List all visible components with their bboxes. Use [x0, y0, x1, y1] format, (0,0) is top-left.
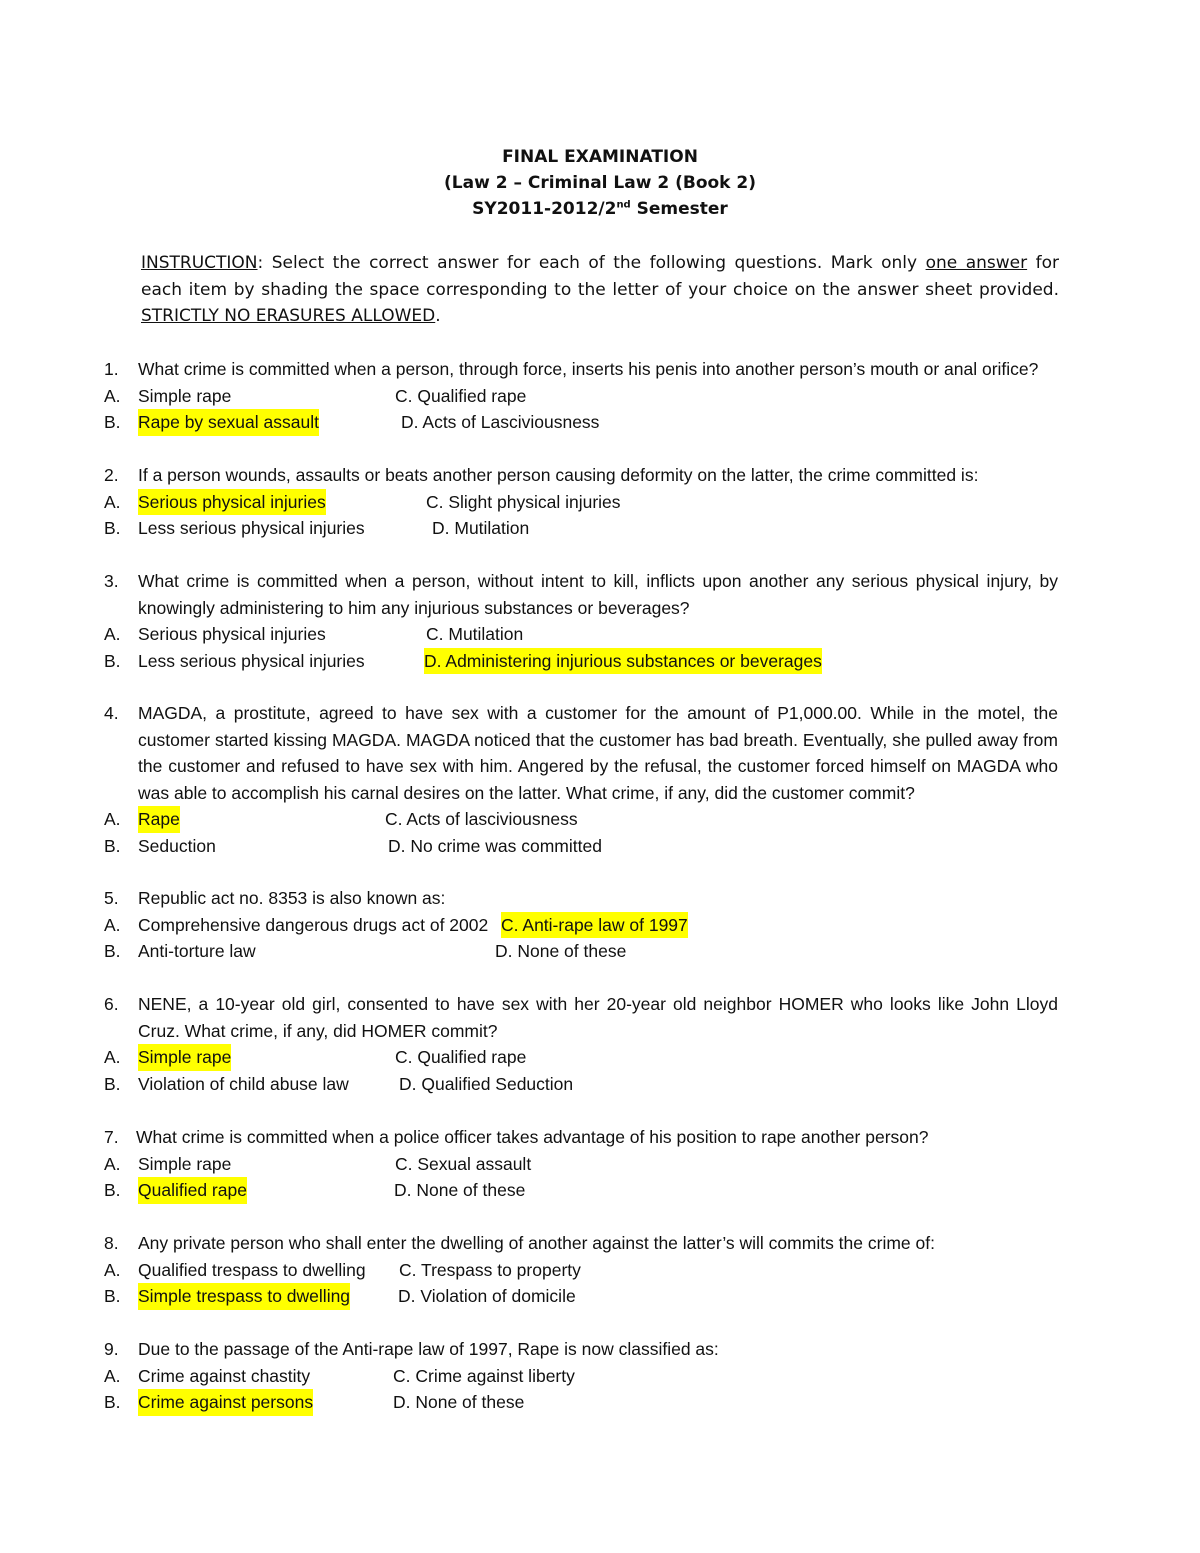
option-d: D. Qualified Seduction [399, 1073, 574, 1094]
semester-suffix: Semester [630, 199, 728, 219]
option-row-b [0, 1283, 1200, 1310]
option-c: C. Trespass to property [399, 1259, 581, 1280]
option-letter-a: A. [104, 914, 121, 935]
option-b: Less serious physical injuries [138, 518, 365, 539]
option-row-b [0, 1389, 1200, 1416]
exam-header [0, 144, 1200, 222]
semester-prefix: SY2011-2012/2 [472, 199, 617, 219]
question-stem: What crime is committed when a person, without intent to kill, inflicts upon another any serious physical injury, by knowingly administering to him any injurious substances or beverages? [138, 571, 1058, 618]
option-a-answer-highlight: Simple rape [138, 1044, 231, 1071]
instruction-label: INSTRUCTION [141, 253, 258, 273]
option-d: D. No crime was committed [388, 835, 602, 856]
option-c: C. Qualified rape [395, 385, 527, 406]
option-letter-b: B. [104, 1073, 121, 1094]
option-letter-a: A. [104, 624, 121, 645]
semester-superscript: nd [616, 199, 631, 211]
question-number: 9. [104, 1339, 119, 1359]
option-row-b [0, 409, 1200, 436]
option-letter-b: B. [104, 835, 121, 856]
question-7 [0, 1124, 1200, 1204]
option-a: Qualified trespass to dwelling [138, 1259, 366, 1280]
option-b-answer-highlight: Qualified rape [138, 1177, 247, 1204]
option-row-a [0, 1151, 1200, 1178]
option-a: Crime against chastity [138, 1365, 311, 1386]
instruction-text-2: for each item by shading the space corresponding to the letter of your choice on the answer sheet provided. [141, 253, 1059, 300]
option-a: Comprehensive dangerous drugs act of 2002 [138, 914, 489, 935]
instruction-text-3: . [435, 306, 441, 326]
question-stem: Any private person who shall enter the dwelling of another against the latter’s will commits the crime of: [138, 1233, 935, 1253]
instruction-emphasis-no-erasures: STRICTLY NO ERASURES ALLOWED [141, 306, 436, 326]
question-3 [0, 568, 1200, 674]
option-row-a [0, 1044, 1200, 1071]
option-letter-a: A. [104, 809, 121, 830]
question-number: 8. [104, 1233, 119, 1253]
option-b: Violation of child abuse law [138, 1073, 349, 1094]
option-c: C. Sexual assault [395, 1153, 532, 1174]
option-letter-a: A. [104, 1365, 121, 1386]
option-c: C. Mutilation [426, 624, 524, 645]
option-b-answer-highlight: Rape by sexual assault [138, 409, 319, 436]
option-row-b [0, 833, 1200, 860]
option-d: D. Acts of Lasciviousness [401, 412, 600, 433]
question-stem: Republic act no. 8353 is also known as: [138, 888, 446, 908]
option-b: Anti-torture law [138, 941, 256, 962]
option-row-b [0, 938, 1200, 965]
option-d: D. None of these [495, 941, 627, 962]
question-stem: Due to the passage of the Anti-rape law of 1997, Rape is now classified as: [138, 1339, 719, 1359]
option-row-a [0, 912, 1200, 939]
option-a: Simple rape [138, 385, 232, 406]
option-a-answer-highlight: Serious physical injuries [138, 489, 326, 516]
question-4 [0, 700, 1200, 860]
option-d: D. None of these [393, 1392, 525, 1413]
exam-title: FINAL EXAMINATION [502, 147, 698, 167]
option-c: C. Acts of lasciviousness [385, 809, 578, 830]
option-letter-b: B. [104, 1180, 121, 1201]
option-a-answer-highlight: Rape [138, 806, 180, 833]
option-row-b [0, 648, 1200, 675]
option-b: Less serious physical injuries [138, 650, 365, 671]
option-a: Simple rape [138, 1153, 232, 1174]
option-d: D. Mutilation [432, 518, 530, 539]
question-1 [0, 356, 1200, 436]
option-row-b [0, 515, 1200, 542]
option-row-a [0, 1257, 1200, 1284]
question-stem: If a person wounds, assaults or beats another person causing deformity on the latter, the crime committed is: [138, 465, 979, 485]
option-letter-a: A. [104, 1047, 121, 1068]
option-b-answer-highlight: Crime against persons [138, 1389, 313, 1416]
option-letter-a: A. [104, 385, 121, 406]
option-b: Seduction [138, 835, 216, 856]
instruction-emphasis-one-answer: one answer [925, 253, 1028, 273]
option-row-a [0, 806, 1200, 833]
option-row-a [0, 383, 1200, 410]
question-2 [0, 462, 1200, 542]
option-d-answer-highlight: D. Administering injurious substances or beverages [424, 648, 822, 675]
option-letter-b: B. [104, 412, 121, 433]
option-row-a [0, 621, 1200, 648]
option-c: C. Slight physical injuries [426, 491, 621, 512]
exam-semester [0, 196, 1200, 222]
question-number: 4. [104, 703, 119, 723]
exam-subtitle: (Law 2 – Criminal Law 2 (Book 2) [444, 173, 756, 193]
option-letter-a: A. [104, 1153, 121, 1174]
question-9 [0, 1336, 1200, 1416]
option-row-a [0, 1363, 1200, 1390]
option-letter-b: B. [104, 941, 121, 962]
question-number: 1. [104, 359, 119, 379]
option-letter-b: B. [104, 1286, 121, 1307]
option-d: D. Violation of domicile [398, 1286, 576, 1307]
question-5 [0, 885, 1200, 965]
question-8 [0, 1230, 1200, 1310]
question-number: 5. [104, 888, 119, 908]
question-number: 2. [104, 465, 119, 485]
instruction-paragraph [141, 250, 1059, 330]
option-c: C. Crime against liberty [393, 1365, 575, 1386]
question-stem: What crime is committed when a person, through force, inserts his penis into another person’s mouth or anal orifice? [138, 359, 1039, 379]
question-6 [0, 991, 1200, 1097]
option-letter-a: A. [104, 1259, 121, 1280]
question-stem: MAGDA, a prostitute, agreed to have sex with a customer for the amount of P1,000.00. While in the motel, the customer started kissing MAGDA. MAGDA noticed that the customer has bad breath. Eventually, she pulled away from the customer and refused to have sex with him. Angered by the refusal, the customer forced himself on MAGDA who was able to accomplish his carnal desires on the latter. What crime, if any, did the customer commit? [138, 703, 1058, 803]
option-row-b [0, 1177, 1200, 1204]
question-number: 3. [104, 571, 119, 591]
question-stem: What crime is committed when a police officer takes advantage of his position to rape another person? [136, 1127, 929, 1147]
option-letter-b: B. [104, 1392, 121, 1413]
option-c: C. Qualified rape [395, 1047, 527, 1068]
option-letter-b: B. [104, 650, 121, 671]
option-a: Serious physical injuries [138, 624, 326, 645]
option-b-answer-highlight: Simple trespass to dwelling [138, 1283, 350, 1310]
question-number: 7. [104, 1127, 119, 1147]
option-letter-a: A. [104, 491, 121, 512]
question-number: 6. [104, 994, 119, 1014]
instruction-text-1: : Select the correct answer for each of the following questions. Mark only [257, 253, 926, 273]
question-stem: NENE, a 10-year old girl, consented to have sex with her 20-year old neighbor HOMER who looks like John Lloyd Cruz. What crime, if any, did HOMER commit? [138, 994, 1058, 1041]
option-letter-b: B. [104, 518, 121, 539]
option-c-answer-highlight: C. Anti-rape law of 1997 [501, 912, 688, 939]
option-row-b [0, 1071, 1200, 1098]
option-d: D. None of these [394, 1180, 526, 1201]
option-row-a [0, 489, 1200, 516]
